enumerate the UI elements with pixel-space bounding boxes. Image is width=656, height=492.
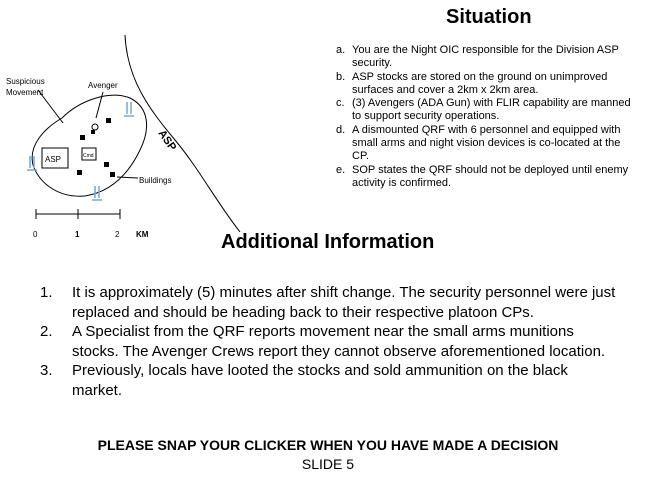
marker-square — [91, 130, 95, 134]
additional-info-list — [40, 283, 620, 400]
situation-item-text: SOP states the QRF should not be deployed until enemy activity is confirmed. — [352, 163, 629, 189]
avenger-icon — [124, 102, 134, 116]
asp-road-label: ASP — [155, 127, 179, 154]
additional-item — [40, 322, 620, 361]
situation-item-text: A dismounted QRF with 6 personnel and equipped with small arms and night vision devices is co-located at the CP. — [352, 123, 621, 163]
scale-label-0: 0 — [33, 230, 38, 239]
building — [104, 162, 109, 167]
situation-item-text: (3) Avengers (ADA Gun) with FLIR capability are manned to support security operations. — [352, 97, 631, 123]
additional-info-title: Additional Information — [221, 231, 435, 253]
situation-item-text: ASP stocks are stored on the ground on unimproved surfaces and cover a 2km x 2km area. — [352, 70, 608, 96]
asp-road — [125, 35, 240, 232]
suspicious-label: Suspicious — [6, 77, 45, 86]
situation-item-letter: a. — [336, 44, 346, 56]
suspicious-marker-icon — [92, 124, 98, 130]
scale-unit: KM — [136, 230, 149, 239]
situation-item — [336, 71, 636, 98]
situation-item-text: You are the Night OIC responsible for the Division ASP security. — [352, 44, 619, 70]
situation-item — [336, 124, 636, 164]
building — [80, 135, 85, 140]
situation-item — [336, 44, 636, 71]
situation-item — [336, 164, 636, 191]
additional-item-number: 2. — [40, 323, 53, 340]
situation-item-letter: b. — [336, 70, 346, 83]
asp-perimeter — [32, 95, 146, 196]
asp-box-label: ASP — [45, 155, 62, 164]
situation-list — [336, 44, 636, 190]
additional-item-text: Previously, locals have looted the stocks and sold ammunition on the black market. — [72, 362, 568, 399]
additional-item — [40, 283, 620, 322]
additional-item-text: A Specialist from the QRF reports movement near the small arms munitions stocks. The Avenger Crews report they cannot observe aforementioned location. — [72, 323, 606, 360]
situation-item — [336, 97, 636, 124]
building — [77, 170, 82, 175]
cmd-box-label: Cmd — [83, 153, 94, 159]
situation-item-letter: e. — [336, 163, 346, 176]
additional-item-text: It is approximately (5) minutes after shift change. The security personnel were just replaced and should be heading back to their respective platoon CPs. — [72, 284, 616, 321]
situation-item-letter: c. — [336, 97, 345, 110]
scale-label-2: 2 — [115, 230, 120, 239]
building — [110, 172, 115, 177]
avenger-label: Avenger — [88, 81, 118, 90]
building — [106, 118, 111, 123]
movement-label: Movement — [6, 88, 44, 97]
situation-title: Situation — [446, 6, 532, 28]
buildings-label: Buildings — [139, 176, 172, 185]
slide-number: SLIDE 5 — [301, 456, 355, 472]
situation-item-letter: d. — [336, 123, 346, 136]
clicker-instruction: PLEASE SNAP YOUR CLICKER WHEN YOU HAVE MADE A DECISION — [97, 437, 559, 453]
scale-label-1: 1 — [75, 230, 80, 239]
additional-item-number: 3. — [40, 362, 53, 379]
asp-map-diagram — [0, 0, 330, 250]
additional-item-number: 1. — [40, 284, 53, 301]
avenger-pointer — [96, 92, 103, 118]
additional-item — [40, 361, 620, 400]
